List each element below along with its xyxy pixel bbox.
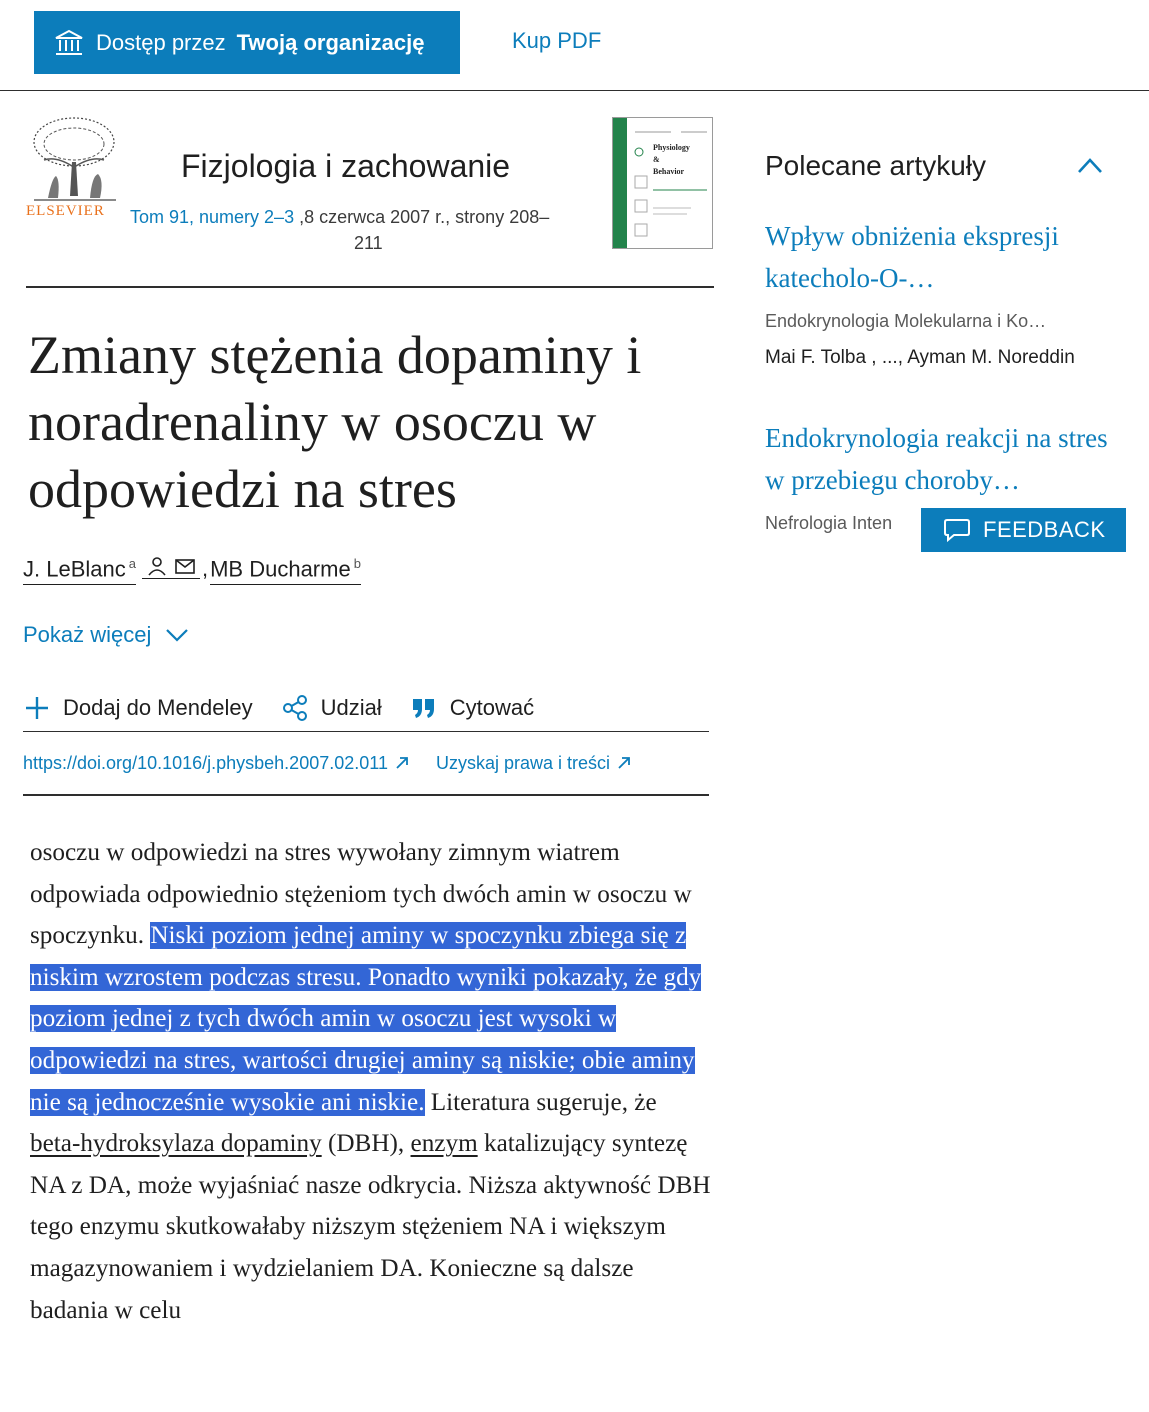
author-name: MB Ducharme — [210, 556, 351, 582]
body-text-segment: katalizujący syntezę NA z DA, może wyjaśniać nasze odkrycia. Niższa aktywność DBH tego enzymu skutkowałaby niższym stężeniem NA i większym magazynowaniem i wydzielaniem DA. Konieczne są dalsze badania w celu — [30, 1130, 711, 1324]
top-bar — [0, 0, 1149, 91]
feedback-button[interactable] — [921, 508, 1126, 552]
rights-link[interactable] — [436, 753, 632, 774]
header-divider — [26, 286, 714, 288]
access-org: Twoją organizację — [236, 29, 425, 55]
volume-details: ,8 czerwca 2007 r., strony 208– — [294, 207, 550, 227]
author-link[interactable] — [210, 556, 361, 585]
volume-link[interactable]: Tom 91, numery 2–3 — [130, 207, 295, 227]
pages-continuation: 211 — [354, 233, 383, 253]
author-name: J. LeBlanc — [23, 556, 126, 582]
plus-icon — [23, 694, 51, 722]
author-list — [23, 556, 361, 585]
doi-text: https://doi.org/10.1016/j.physbeh.2007.02.011 — [23, 752, 388, 773]
article-actions — [23, 684, 709, 732]
show-more-label: Pokaż więcej — [23, 622, 152, 647]
topic-link-enzyme[interactable]: enzym — [410, 1130, 478, 1158]
external-link-icon — [394, 755, 410, 771]
institution-icon — [54, 29, 84, 57]
recommended-article-journal: Endokrynologia Molekularna i Ko… — [765, 311, 1047, 331]
person-icon — [146, 556, 168, 576]
affiliation-marker: a — [128, 556, 136, 571]
article-links — [23, 732, 709, 796]
recommended-article-authors: Mai F. Tolba , ..., Ayman M. Noreddin — [765, 347, 1075, 368]
author-contact-icons[interactable] — [142, 556, 200, 579]
share-label: Udział — [320, 694, 382, 720]
cover-title-line: Behavior — [653, 167, 685, 176]
cover-title-line: Physiology — [653, 143, 690, 152]
volume-info — [130, 200, 610, 234]
topic-link-dbh[interactable]: beta-hydroksylaza dopaminy — [30, 1130, 322, 1158]
cover-graphics — [631, 128, 711, 246]
rights-text: Uzyskaj prawa i treści — [435, 752, 610, 773]
chevron-up-icon[interactable] — [1076, 155, 1104, 177]
publisher-logo-text: ELSEVIER — [26, 203, 105, 219]
journal-title[interactable]: Fizjologia i zachowanie — [181, 148, 511, 184]
recommended-article-title[interactable]: Endokrynologia reakcji na stres w przebiegu choroby… — [765, 423, 1108, 495]
article-body-text[interactable] — [30, 832, 712, 1372]
feedback-label: FEEDBACK — [983, 517, 1106, 542]
envelope-icon — [174, 556, 196, 576]
share-button[interactable] — [281, 692, 382, 724]
add-to-mendeley-button[interactable] — [23, 692, 253, 724]
body-text-segment: (DBH), — [321, 1130, 411, 1158]
cover-strip — [613, 118, 627, 249]
body-text-segment: osoczu w odpowiedzi na stres wywołany zimnym wiatrem odpowiada odpowiednio stężeniom tych dwóch amin w osoczu w spoczynku. — [30, 839, 692, 950]
cite-label: Cytować — [449, 694, 535, 720]
affiliation-marker: b — [353, 556, 361, 571]
institution-access-button[interactable] — [34, 11, 460, 74]
show-more-button[interactable] — [23, 622, 189, 648]
cite-button[interactable] — [410, 692, 534, 724]
external-link-icon — [616, 755, 632, 771]
access-prefix: Dostęp przez — [96, 29, 226, 55]
cover-title-line: & — [653, 155, 660, 164]
doi-link[interactable] — [23, 753, 410, 774]
recommended-article-journal: Nefrologia Inten — [765, 513, 893, 533]
quote-icon — [410, 694, 438, 722]
selected-text[interactable]: Niski poziom jednej aminy w spoczynku zbiega się z niskim wzrostem podczas stresu. Ponadto wyniki pokazały, że gdy poziom jednej z tych dwóch amin w osoczu jest wysoki w odpowiedzi na stres, wartości drugiej aminy są niskie; obie aminy nie są jednocześnie wysokie ani niskie. — [30, 922, 702, 1116]
buy-pdf-link[interactable]: Kup PDF — [512, 28, 602, 53]
chevron-down-icon — [165, 627, 189, 643]
author-separator: , — [201, 556, 209, 582]
body-text-segment: Literatura sugeruje, że — [424, 1088, 657, 1116]
recommended-article-title[interactable]: Wpływ obniżenia ekspresji katecholo-O-… — [765, 221, 1059, 293]
journal-cover-image[interactable] — [612, 117, 713, 249]
recommended-heading: Polecane artykuły — [765, 150, 987, 181]
author-link[interactable] — [23, 556, 136, 585]
article-title: Zmiany stężenia dopaminy i noradrenaliny w osoczu w odpowiedzi na stres — [28, 325, 642, 519]
chat-bubble-icon — [943, 517, 971, 543]
mendeley-label: Dodaj do Mendeley — [63, 694, 253, 720]
share-icon — [281, 694, 309, 722]
